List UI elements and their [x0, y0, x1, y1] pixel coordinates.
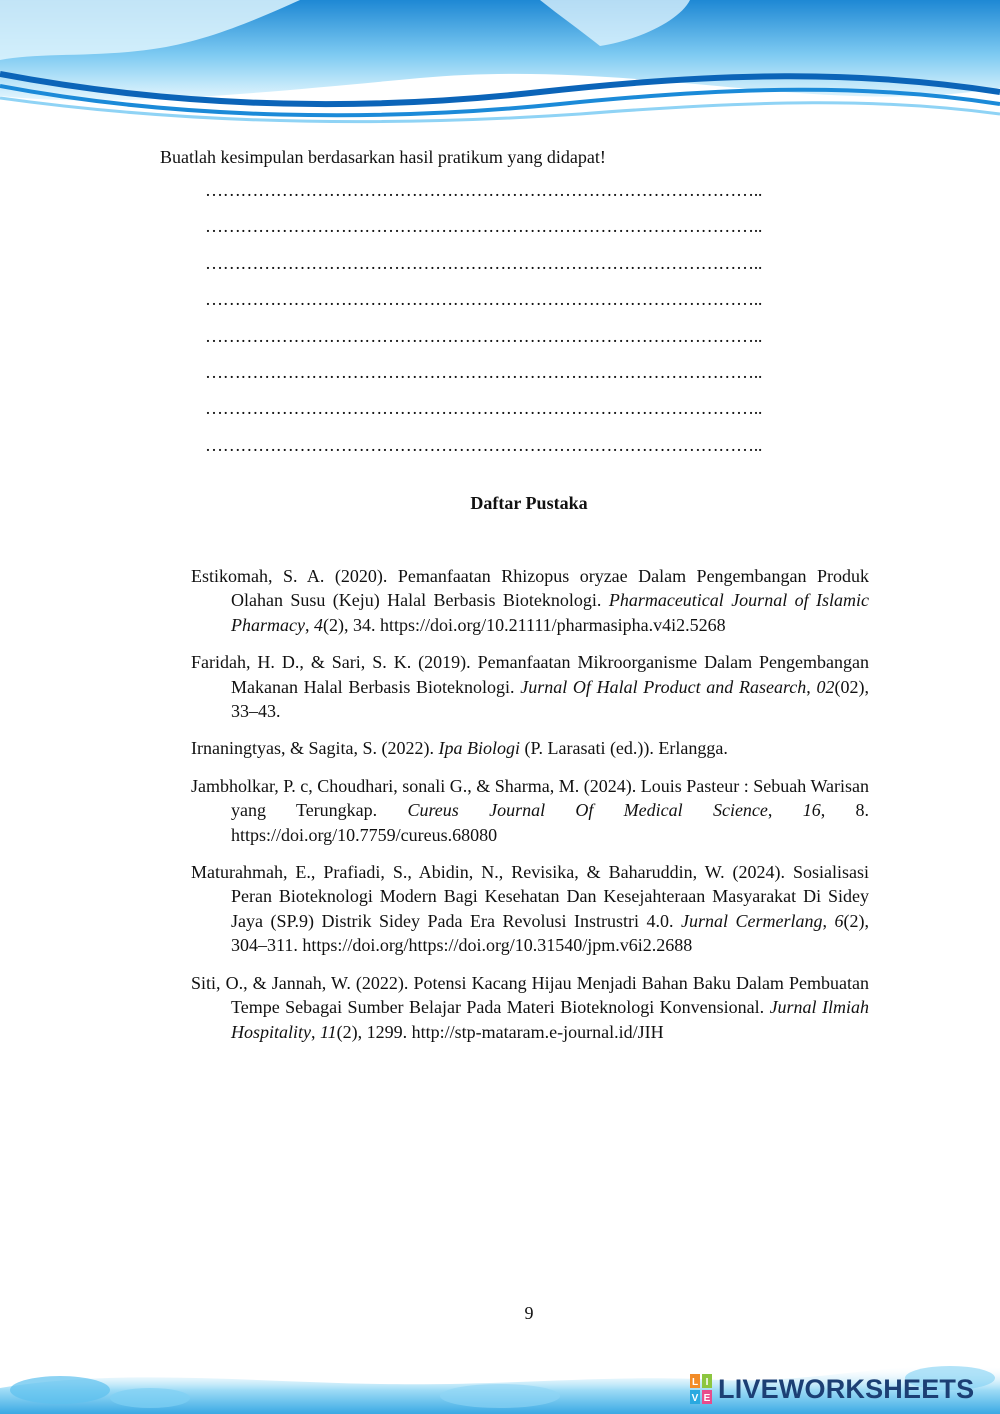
answer-line[interactable]: ………………………………………………………………………………….. [205, 216, 763, 237]
reference-text: (02), 33–43. [231, 676, 869, 722]
reference-separator: , [806, 676, 817, 697]
reference-volume: 11 [320, 1021, 337, 1042]
reference-text: (2), 34. https://doi.org/10.21111/pharmasipha.v4i2.5268 [322, 614, 726, 635]
liveworksheets-brand [690, 1372, 974, 1406]
reference-journal: Jurnal Ilmiah Hospitality [231, 997, 869, 1042]
answer-line[interactable]: ………………………………………………………………………………….. [205, 398, 763, 419]
logo-letter: L [691, 1377, 699, 1388]
reference-item [191, 860, 869, 958]
reference-item [191, 736, 869, 760]
reference-text: Faridah, H. D., & Sari, S. K. (2019). Pemanfaatan Mikroorganisme Dalam Pengembangan Makanan Halal Berbasis Bioteknologi. [191, 652, 869, 697]
reference-item [191, 971, 869, 1044]
page-number: 9 [524, 1303, 534, 1323]
reference-title: Ipa Biologi [438, 738, 520, 759]
reference-journal: Jurnal Cermerlang [681, 910, 823, 931]
reference-text: (2), 304–311. https://doi.org/https://doi.org/10.31540/jpm.v6i2.2688 [231, 910, 870, 956]
reference-text: , 8. https://doi.org/10.7759/cureus.68080 [231, 800, 870, 845]
reference-item [191, 650, 869, 723]
reference-volume: 4 [313, 614, 323, 635]
reference-journal: Jurnal Of Halal Product and Rasearch [520, 676, 807, 697]
logo-letter: E [703, 1393, 711, 1404]
reference-volume: 6 [834, 910, 844, 931]
reference-item [191, 564, 869, 637]
reference-item [191, 774, 869, 847]
reference-list [191, 564, 869, 1057]
reference-volume: 16 [802, 800, 821, 821]
reference-text: Siti, O., & Jannah, W. (2022). Potensi Kacang Hijau Menjadi Bahan Baku Dalam Pembuatan Tempe Sebagai Sumber Belajar Pada Materi Bioteknologi Konvensional. [191, 972, 869, 1018]
reference-text: Estikomah, S. A. (2020). Pemanfaatan Rhizopus oryzae Dalam Pengembangan Produk Olahan Susu (Keju) Halal Berbasis Bioteknologi. [191, 566, 869, 611]
answer-line[interactable]: ………………………………………………………………………………….. [205, 434, 763, 455]
logo-letter: I [705, 1377, 709, 1388]
reference-text: Jambholkar, P. c, Choudhari, sonali G., & Sharma, M. (2024). Louis Pasteur : Sebuah Warisan yang Terungkap. [191, 775, 869, 821]
reference-text: (2), 1299. http://stp-mataram.e-journal.id/JIH [336, 1021, 664, 1042]
reference-separator: , [304, 614, 314, 635]
liveworksheets-logo-icon [690, 1374, 712, 1404]
answer-line[interactable]: ………………………………………………………………………………….. [205, 252, 763, 273]
section-title-daftar-pustaka: Daftar Pustaka [470, 493, 588, 513]
reference-separator: , [311, 1021, 320, 1042]
brand-name: LIVEWORKSHEETS [718, 1373, 975, 1404]
reference-separator: , [822, 910, 835, 931]
answer-line[interactable]: ………………………………………………………………………………….. [205, 289, 763, 310]
reference-text: Maturahmah, E., Prafiadi, S., Abidin, N., Revisika, & Baharuddin, W. (2024). Sosialisasi Peran Bioteknologi Modern Bagi Kesehatan Dan Kesejahteraan Masyarakat Di Sidey Jaya (SP.9) Distrik Sidey Pada Era Revolusi Instrustri 4.0. [191, 862, 869, 931]
logo-letter: V [691, 1393, 699, 1404]
header-wave-banner [0, 0, 1000, 125]
reference-text: (P. Larasati (ed.)). Erlangga. [519, 738, 728, 759]
reference-journal: Cureus Journal Of Medical Science [407, 800, 768, 821]
reference-volume: 02 [816, 676, 835, 697]
answer-lines [205, 180, 885, 471]
instruction-text: Buatlah kesimpulan berdasarkan hasil pratikum yang didapat! [160, 147, 606, 167]
answer-line[interactable]: ………………………………………………………………………………….. [205, 361, 763, 382]
answer-line[interactable]: ………………………………………………………………………………….. [205, 180, 763, 200]
reference-journal: Pharmaceutical Journal of Islamic Pharmacy [231, 590, 869, 635]
reference-separator: , [767, 800, 803, 821]
reference-text: Irnaningtyas, & Sagita, S. (2022). [191, 738, 439, 759]
answer-line[interactable]: ………………………………………………………………………………….. [205, 325, 763, 346]
